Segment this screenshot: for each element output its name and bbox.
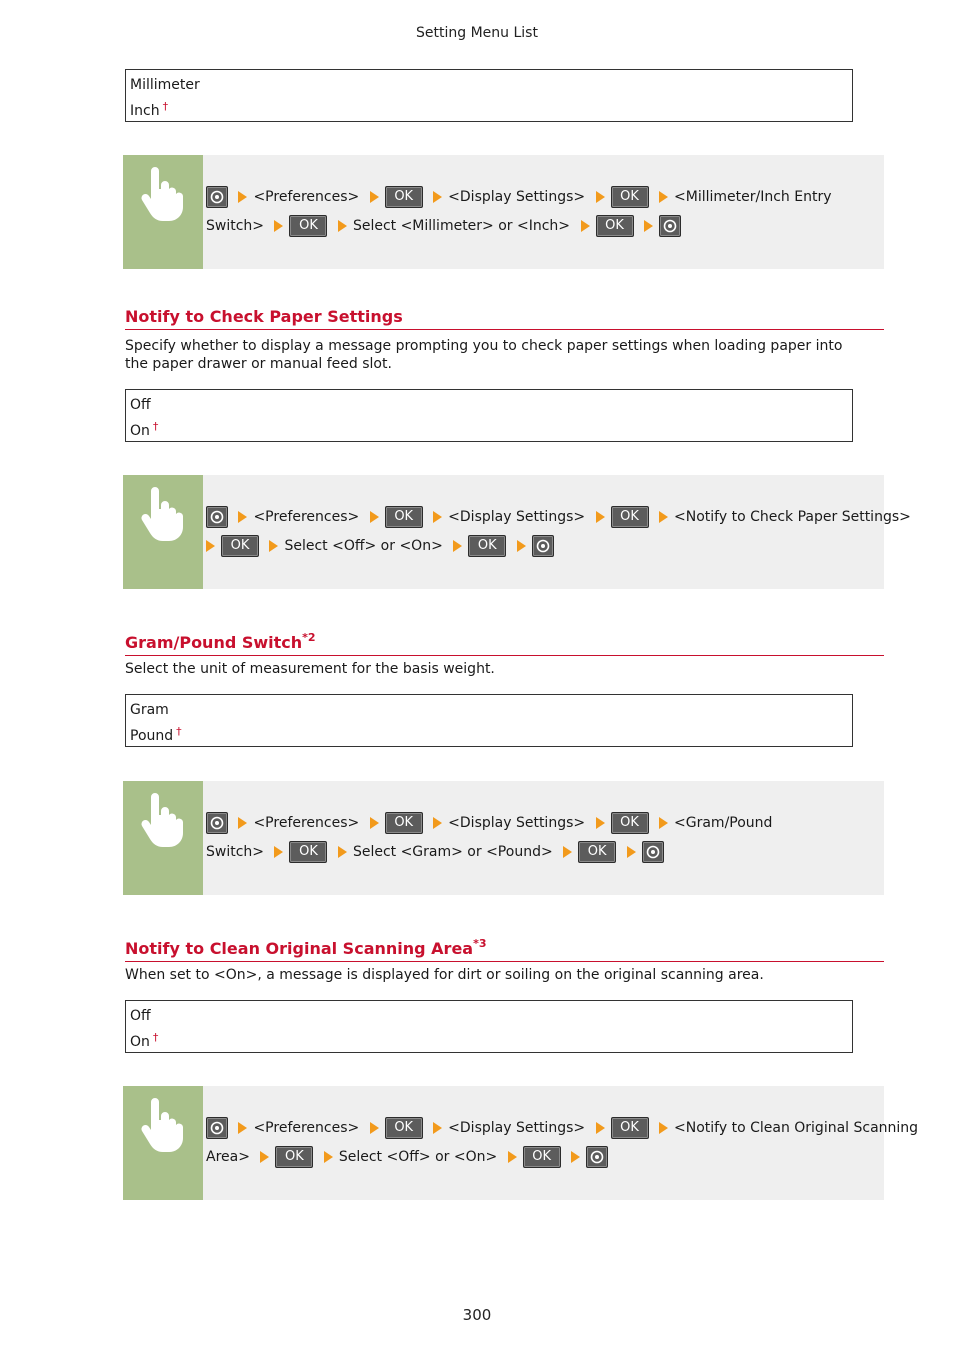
arrow-icon [238, 817, 247, 829]
arrow-icon [571, 1151, 580, 1163]
arrow-icon [370, 817, 379, 829]
arrow-icon [596, 511, 605, 523]
option-on: On † [130, 1031, 159, 1050]
menu-key-icon [206, 506, 228, 528]
ok-key-icon: OK [385, 812, 423, 834]
step-select: Select <Millimeter> or <Inch> [352, 218, 571, 234]
arrow-icon [433, 1122, 442, 1134]
ok-key-icon: OK [289, 841, 327, 863]
arrow-icon [269, 540, 278, 552]
arrow-icon [238, 511, 247, 523]
menu-key-icon [206, 186, 228, 208]
ok-key-icon: OK [611, 812, 649, 834]
arrow-icon [433, 511, 442, 523]
section-description-paper: Specify whether to display a message prompting you to check paper settings when loading paper into the paper drawer or manual feed slot. [125, 338, 843, 372]
hand-panel [123, 781, 203, 895]
step-select: Select <Gram> or <Pound> [352, 844, 553, 860]
arrow-icon [274, 846, 283, 858]
arrow-icon [324, 1151, 333, 1163]
section-heading-clean: Notify to Clean Original Scanning Area$^{*3}$ [125, 934, 884, 962]
paper-operation-steps [123, 475, 911, 589]
step-select: Select <Off> or <On> [338, 1149, 498, 1165]
steps-text [206, 809, 878, 867]
step-item-cont: Switch> [206, 844, 265, 860]
step-preferences: <Preferences> [253, 509, 360, 525]
page-header: Setting Menu List [416, 25, 538, 41]
step-display-settings: <Display Settings> [448, 815, 586, 831]
unit-operation-steps [123, 155, 884, 269]
hand-panel [123, 155, 203, 269]
hand-pointer-icon [139, 1098, 185, 1152]
arrow-icon [338, 846, 347, 858]
step-item: <Gram/Pound [674, 815, 773, 831]
step-display-settings: <Display Settings> [448, 509, 586, 525]
ok-key-icon: OK [385, 506, 423, 528]
option-on: On † [130, 420, 159, 439]
steps-text [206, 183, 878, 241]
hand-panel [123, 1086, 203, 1200]
menu-key-icon [586, 1146, 608, 1168]
arrow-icon [453, 540, 462, 552]
arrow-icon [659, 817, 668, 829]
ok-key-icon: OK [596, 215, 634, 237]
step-item: <Notify to Check Paper Settings> [674, 509, 911, 525]
ok-key-icon: OK [221, 535, 259, 557]
clean-options-table [125, 1000, 853, 1053]
hand-panel [123, 475, 203, 589]
ok-key-icon: OK [523, 1146, 561, 1168]
unit-options-table [125, 69, 853, 122]
arrow-icon [338, 220, 347, 232]
ok-key-icon: OK [578, 841, 616, 863]
steps-text [206, 503, 911, 561]
page-number: 300 [462, 1306, 492, 1324]
arrow-icon [274, 220, 283, 232]
option-gram: Gram [130, 702, 169, 718]
arrow-icon [596, 1122, 605, 1134]
option-off: Off [130, 397, 151, 413]
hand-pointer-icon [139, 167, 185, 221]
arrow-icon [644, 220, 653, 232]
gram-options-table [125, 694, 853, 747]
ok-key-icon: OK [611, 186, 649, 208]
step-preferences: <Preferences> [253, 1120, 360, 1136]
default-mark: † [152, 420, 159, 433]
arrow-icon [581, 220, 590, 232]
paper-options-table [125, 389, 853, 442]
steps-text [206, 1114, 919, 1172]
section-heading-paper: Notify to Check Paper Settings [125, 307, 884, 330]
hand-pointer-icon [139, 487, 185, 541]
arrow-icon [596, 817, 605, 829]
section-heading-gram: Gram/Pound Switch$^{*2}$ [125, 628, 884, 656]
default-mark: † [176, 725, 182, 738]
option-millimeter: Millimeter [130, 77, 200, 93]
section-description-clean: When set to <On>, a message is displayed for dirt or soiling on the original scanning area. [125, 967, 764, 983]
option-inch: Inch † [130, 100, 169, 119]
arrow-icon [370, 191, 379, 203]
arrow-icon [659, 191, 668, 203]
ok-key-icon: OK [611, 1117, 649, 1139]
menu-key-icon [206, 1117, 228, 1139]
step-display-settings: <Display Settings> [448, 1120, 586, 1136]
menu-key-icon [659, 215, 681, 237]
step-preferences: <Preferences> [253, 189, 360, 205]
arrow-icon [433, 817, 442, 829]
arrow-icon [508, 1151, 517, 1163]
arrow-icon [206, 540, 215, 552]
arrow-icon [260, 1151, 269, 1163]
step-preferences: <Preferences> [253, 815, 360, 831]
menu-key-icon [532, 535, 554, 557]
arrow-icon [238, 1122, 247, 1134]
arrow-icon [659, 1122, 668, 1134]
arrow-icon [563, 846, 572, 858]
menu-key-icon [642, 841, 664, 863]
step-item: <Notify to Clean Original Scanning [674, 1120, 919, 1136]
arrow-icon [433, 191, 442, 203]
default-mark: † [162, 100, 169, 113]
arrow-icon [596, 191, 605, 203]
step-display-settings: <Display Settings> [448, 189, 586, 205]
footnote-marker: *2 [302, 631, 316, 644]
gram-operation-steps [123, 781, 884, 895]
option-pound: Pound † [130, 725, 182, 744]
default-mark: † [152, 1031, 159, 1044]
arrow-icon [370, 511, 379, 523]
step-select: Select <Off> or <On> [284, 538, 443, 554]
menu-key-icon [206, 812, 228, 834]
step-item: <Millimeter/Inch Entry [674, 189, 832, 205]
arrow-icon [659, 511, 668, 523]
arrow-icon [238, 191, 247, 203]
arrow-icon [517, 540, 526, 552]
arrow-icon [370, 1122, 379, 1134]
hand-pointer-icon [139, 793, 185, 847]
clean-operation-steps [123, 1086, 919, 1200]
step-item-cont: Switch> [206, 218, 265, 234]
ok-key-icon: OK [275, 1146, 313, 1168]
option-off: Off [130, 1008, 151, 1024]
ok-key-icon: OK [468, 535, 506, 557]
footnote-marker: *3 [473, 937, 487, 950]
section-description-gram: Select the unit of measurement for the basis weight. [125, 661, 495, 677]
ok-key-icon: OK [611, 506, 649, 528]
arrow-icon [627, 846, 636, 858]
step-item-cont: Area> [206, 1149, 250, 1165]
ok-key-icon: OK [385, 186, 423, 208]
ok-key-icon: OK [385, 1117, 423, 1139]
ok-key-icon: OK [289, 215, 327, 237]
